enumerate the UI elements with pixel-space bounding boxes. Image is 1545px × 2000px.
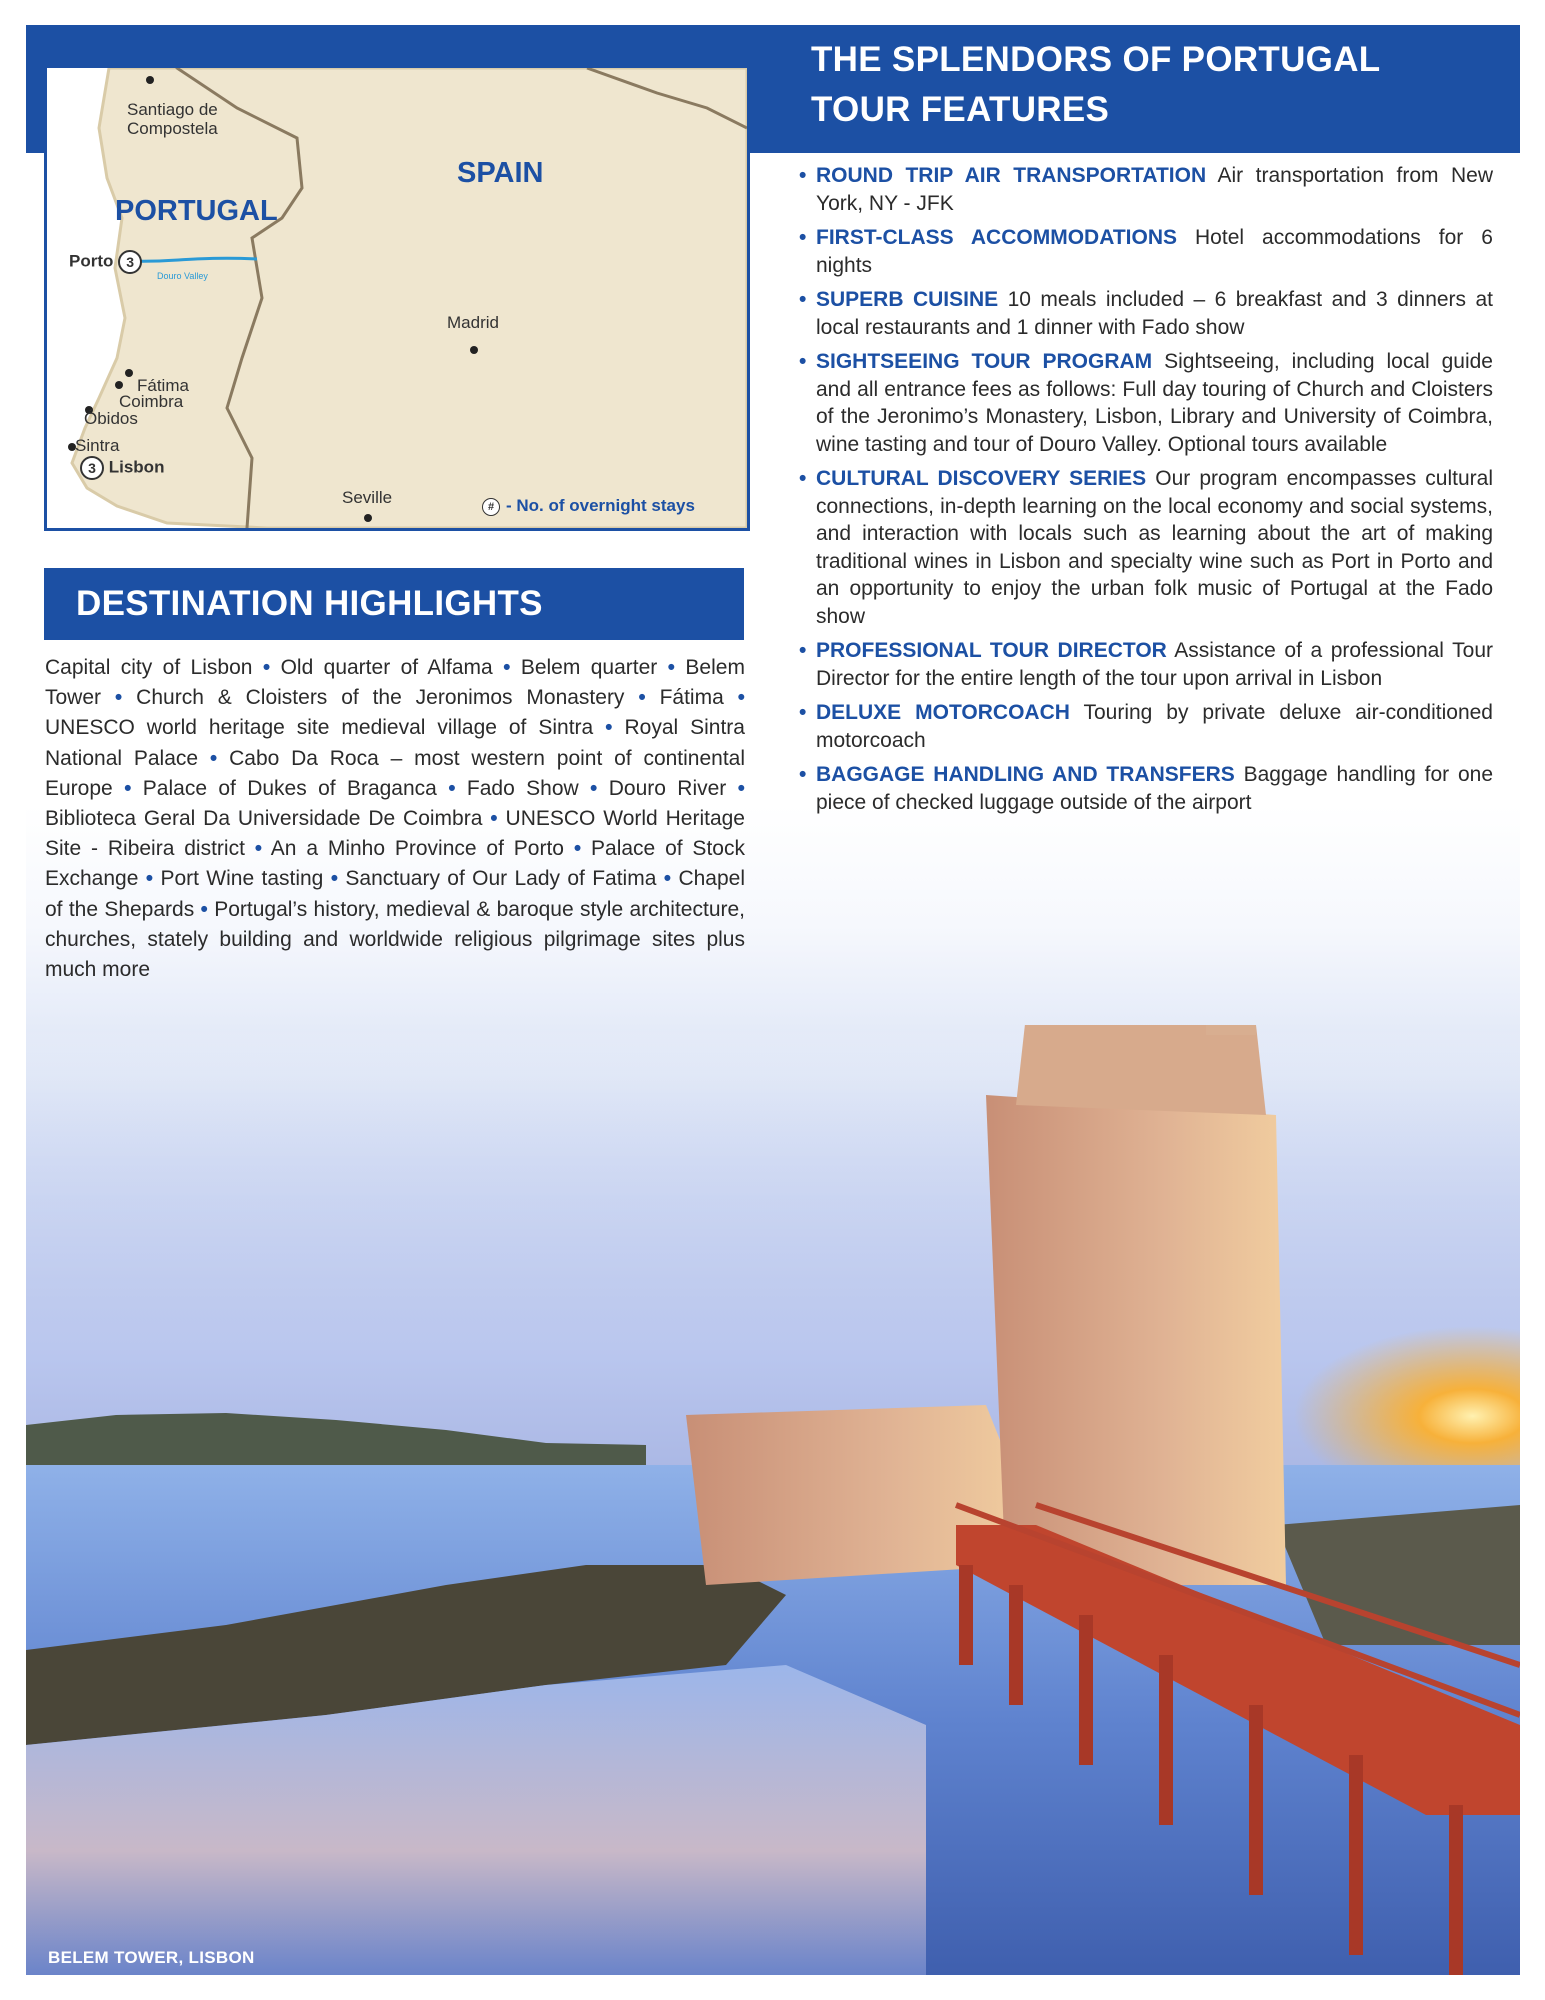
city-dot-coimbra (115, 381, 123, 389)
city-fatima: Fátima (137, 376, 189, 395)
highlight-item: Sanctuary of Our Lady of Fatima (345, 867, 657, 891)
feature-name: ROUND TRIP AIR TRANSPORTATION (816, 164, 1207, 187)
feature-bullet: • (799, 288, 807, 311)
highlight-item: Chapel of the Shepards (45, 867, 745, 921)
city-dot-fatima (125, 369, 133, 377)
feature-name: PROFESSIONAL TOUR DIRECTOR (816, 639, 1167, 662)
country-spain: SPAIN (457, 157, 544, 189)
feature-item (799, 224, 1493, 279)
feature-bullet: • (799, 639, 807, 662)
feature-description: 10 meals included – 6 breakfast and 3 dinners at local restaurants and 1 dinner with Fado show (816, 288, 1493, 339)
map-legend (482, 496, 695, 516)
overnight-count-lisbon: 3 (80, 456, 104, 480)
highlight-item: Palace of Stock Exchange (45, 837, 745, 891)
feature-description: Baggage handling for one piece of checked luggage outside of the airport (816, 763, 1493, 814)
feature-name: DELUXE MOTORCOACH (816, 701, 1070, 724)
feature-bullet: • (799, 350, 807, 373)
feature-name: SUPERB CUISINE (816, 288, 999, 311)
highlight-item: Fado Show (466, 776, 579, 800)
legend-symbol: # (482, 498, 500, 516)
title-line-1: THE SPLENDORS OF PORTUGAL (811, 40, 1381, 79)
bullet-separator: • (590, 776, 598, 800)
highlight-item: Royal Sintra National Palace (45, 716, 745, 770)
highlight-item: An a Minho Province of Porto (270, 837, 564, 861)
bullet-separator: • (663, 867, 672, 891)
bullet-separator: • (573, 837, 582, 861)
city-lisbon: 3 Lisbon (80, 456, 164, 480)
feature-item (799, 348, 1493, 458)
highlight-item: Port Wine tasting (160, 867, 324, 891)
feature-description: Air transportation from New York, NY - JFK (816, 164, 1494, 215)
highlight-item: Capital city of Lisbon (45, 656, 253, 679)
bullet-separator: • (737, 686, 746, 710)
destination-highlights-bar (44, 568, 744, 640)
city-madrid: Madrid (447, 313, 499, 332)
bullet-separator: • (605, 716, 613, 740)
belem-tower-photo (26, 1025, 1520, 1975)
city-dot-seville (364, 514, 372, 522)
brochure-page (26, 25, 1520, 1975)
highlight-item: Old quarter of Alfama (280, 656, 493, 679)
watch-turret (1206, 1025, 1256, 1035)
feature-description: Assistance of a professional Tour Director for the entire length of the tour upon arrival in Lisbon (816, 639, 1494, 690)
bullet-separator: • (638, 686, 646, 710)
feature-item (799, 699, 1493, 754)
region-douro-valley: Douro Valley (157, 271, 208, 281)
bullet-separator: • (330, 867, 339, 891)
highlight-item: Portugal’s history, medieval & baroque style architecture, churches, stately building and worldwide religious pilgrimage sites plus much more (45, 897, 745, 982)
title-line-2: TOUR FEATURES (811, 90, 1110, 129)
country-portugal: PORTUGAL (115, 195, 278, 227)
city-dot-santiago (146, 76, 154, 84)
highlight-item: Fátima (659, 686, 724, 710)
feature-name: CULTURAL DISCOVERY SERIES (816, 467, 1147, 490)
feature-name: FIRST-CLASS ACCOMMODATIONS (816, 226, 1177, 249)
highlight-item: UNESCO world heritage site medieval village of Sintra (45, 716, 594, 740)
feature-item (799, 286, 1493, 341)
bullet-separator: • (737, 776, 746, 800)
feature-bullet: • (799, 467, 807, 490)
tower-keep (986, 1095, 1286, 1585)
feature-name: SIGHTSEEING TOUR PROGRAM (816, 350, 1153, 373)
feature-item (799, 162, 1493, 217)
highlight-item: Palace of Dukes of Braganca (142, 776, 437, 800)
bullet-separator: • (254, 837, 263, 861)
feature-item (799, 637, 1493, 692)
bullet-separator: • (490, 807, 498, 831)
feature-description: Our program encompasses cultural connections, in-depth learning on the local economy and social systems, and interaction with locals such as learning about the art of making traditional wines in Lisbon and specialty wine such as Port in Porto and an opportunity to enjoy the urban folk music of Portugal at the Fado show (816, 467, 1493, 628)
city-seville: Seville (342, 488, 393, 507)
highlight-item: Belem quarter (520, 656, 658, 679)
bullet-separator: • (503, 656, 511, 679)
city-sintra: Sintra (75, 436, 120, 455)
highlight-item: Belem Tower (45, 656, 745, 710)
feature-bullet: • (799, 226, 807, 249)
bullet-separator: • (124, 776, 132, 800)
tour-features-list (799, 162, 1493, 823)
feature-description: Sightseeing, including local guide and all entrance fees as follows: Full day touring of Church and Cloisters of the Jeronimo’s Monastery, Lisbon, Library and University of Coimbra, wine tasting and tour of Douro Valley. Optional tours available (816, 350, 1493, 456)
feature-description: Hotel accommodations for 6 nights (816, 226, 1493, 277)
photo-caption: BELEM TOWER, LISBON (48, 1948, 255, 1967)
city-porto: Porto 3 (69, 250, 142, 274)
city-dot-madrid (470, 346, 478, 354)
bullet-separator: • (200, 897, 208, 921)
feature-item (799, 465, 1493, 630)
route-map (44, 65, 750, 531)
bullet-separator: • (667, 656, 676, 679)
highlight-item: Biblioteca Geral Da Universidade De Coimbra (45, 807, 483, 831)
bullet-separator: • (145, 867, 154, 891)
destination-highlights-text (45, 653, 745, 985)
legend-text: - No. of overnight stays (506, 496, 695, 515)
highlight-item: Cabo Da Roca – most western point of continental Europe (45, 746, 746, 800)
highlight-item: UNESCO World Heritage Site - Ribeira district (45, 807, 745, 861)
bullet-separator: • (448, 776, 456, 800)
city-obidos: Óbidos (84, 409, 138, 428)
city-santiago: Santiago de Compostela (127, 100, 218, 138)
feature-bullet: • (799, 763, 807, 786)
bullet-separator: • (209, 746, 218, 770)
page-title (811, 35, 1501, 135)
tower-top (1016, 1025, 1266, 1115)
bullet-separator: • (262, 656, 271, 679)
highlight-item: Douro River (608, 776, 727, 800)
overnight-count-porto: 3 (118, 250, 142, 274)
destination-highlights-title: DESTINATION HIGHLIGHTS (76, 584, 543, 623)
city-coimbra: Coimbra (119, 392, 184, 411)
feature-bullet: • (799, 701, 807, 724)
feature-item (799, 761, 1493, 816)
highlight-item: Church & Cloisters of the Jeronimos Monastery (136, 686, 625, 710)
bullet-separator: • (114, 686, 123, 710)
feature-name: BAGGAGE HANDLING AND TRANSFERS (816, 763, 1235, 786)
feature-bullet: • (799, 164, 807, 187)
feature-description: Touring by private deluxe air-conditioned motorcoach (816, 701, 1493, 752)
